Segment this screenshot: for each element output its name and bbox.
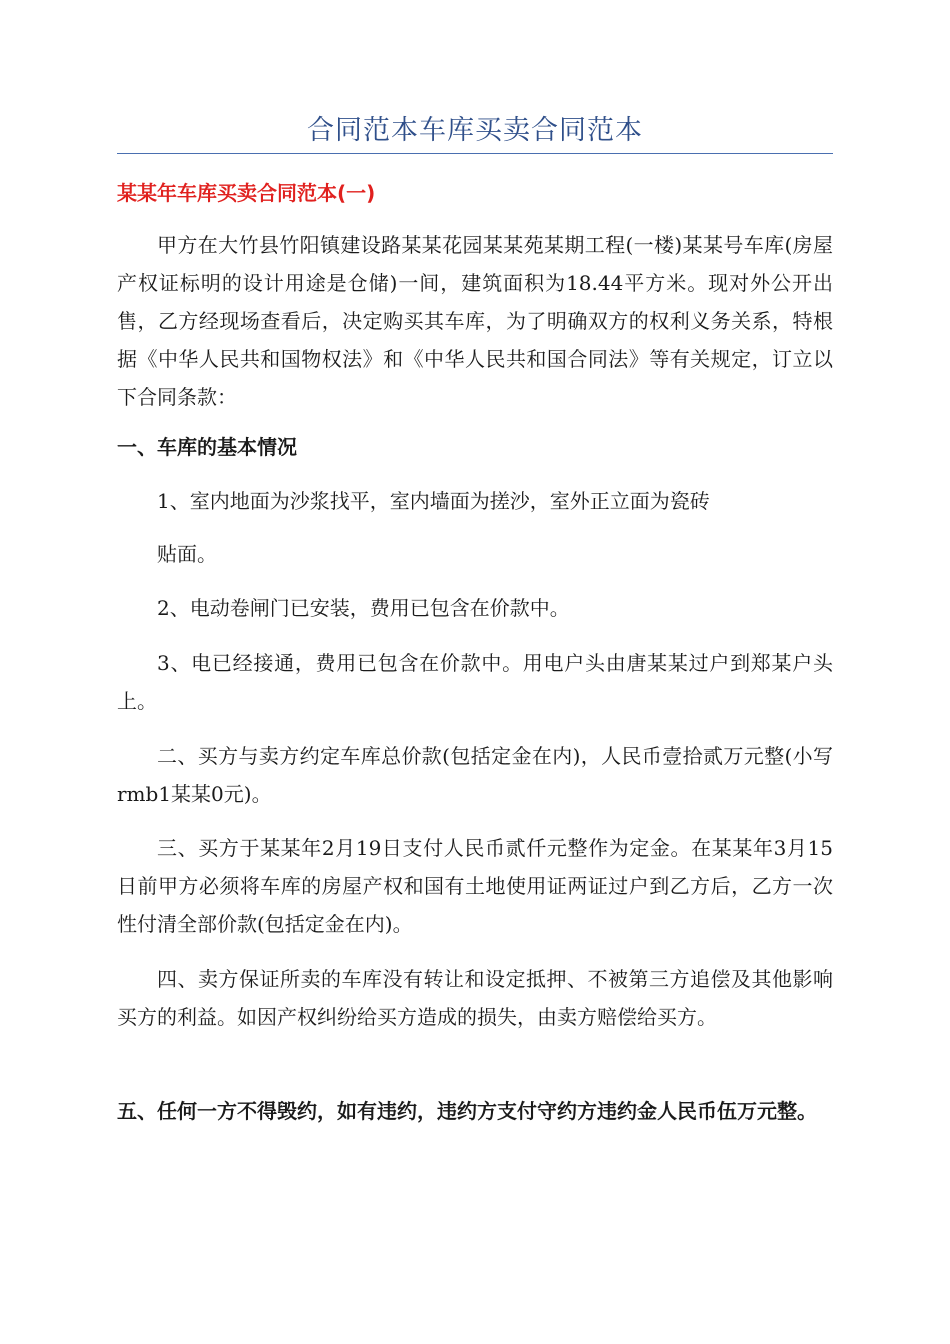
clause-2: 二、买方与卖方约定车库总价款(包括定金在内)，人民币壹拾贰万元整(小写rmb1某某0元)。 xyxy=(117,744,833,806)
item-2: 2、电动卷闸门已安装，费用已包含在价款中。 xyxy=(157,596,570,620)
clause-4: 四、卖方保证所卖的车库没有转让和设定抵押、不被第三方追偿及其他影响买方的利益。如因产权纠纷给买方造成的损失，由卖方赔偿给买方。 xyxy=(117,967,833,1029)
intro-paragraph: 甲方在大竹县竹阳镇建设路某某花园某某苑某期工程(一楼)某某号车库(房屋产权证标明的设计用途是仓储)一间，建筑面积为18.44平方米。现对外公开出售，乙方经现场查看后，决定购买其车库，为了明确双方的权利义务关系，特根据《中华人民共和国物权法》和《中华人民共和国合同法》等有关规定，订立以下合同条款： xyxy=(117,233,833,409)
item-1-line-1: 1、室内地面为沙浆找平，室内墙面为搓沙，室外正立面为瓷砖 xyxy=(157,489,710,513)
heading-basic-situation: 一、车库的基本情况 xyxy=(117,435,297,459)
document-title: 合同范本车库买卖合同范本 xyxy=(307,115,643,146)
title-divider xyxy=(117,153,833,154)
clause-5-heading: 五、任何一方不得毁约，如有违约，违约方支付守约方违约金人民币伍万元整。 xyxy=(117,1099,817,1123)
item-3: 3、电已经接通，费用已包含在价款中。用电户头由唐某某过户到郑某户头上。 xyxy=(117,651,833,713)
item-1-line-2: 贴面。 xyxy=(157,542,217,566)
section-title: 某某年车库买卖合同范本(一) xyxy=(117,181,376,205)
clause-3: 三、买方于某某年2月19日支付人民币贰仟元整作为定金。在某某年3月15日前甲方必须将车库的房屋产权和国有土地使用证两证过户到乙方后，乙方一次性付清全部价款(包括定金在内)。 xyxy=(117,836,833,936)
